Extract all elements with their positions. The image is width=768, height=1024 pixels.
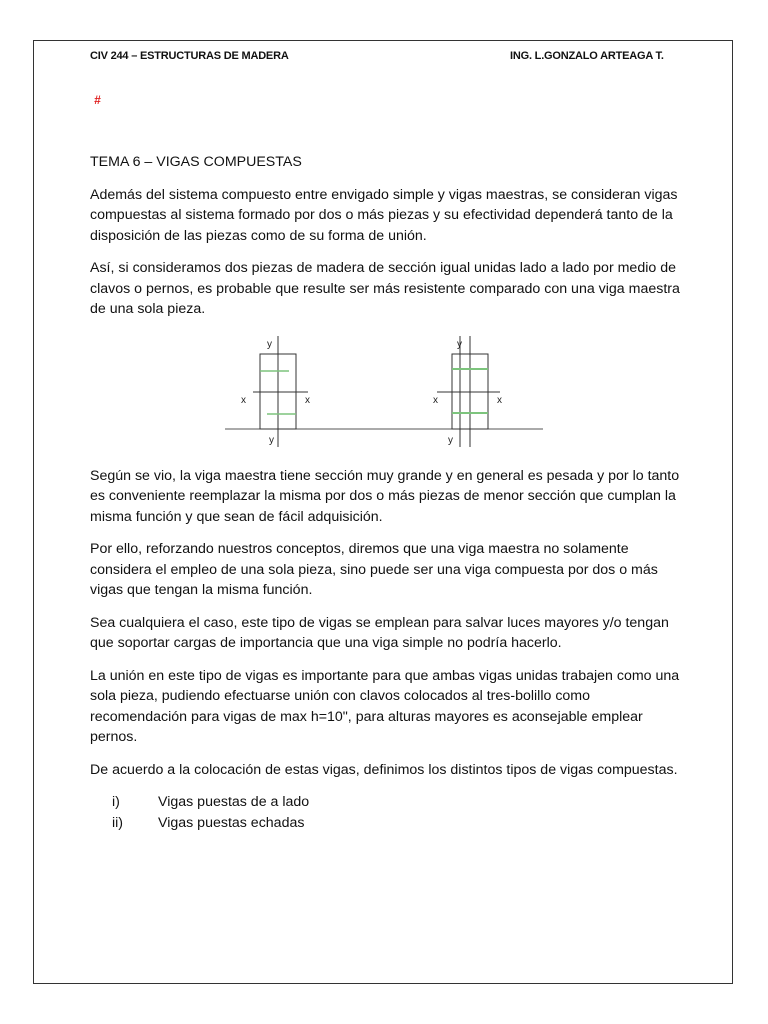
paragraph-5: Sea cualquiera el caso, este tipo de vigas se emplean para salvar luces mayores y/o tengan que soportar cargas de importancia que una viga simple no podría hacerlo. [90,614,669,651]
paragraph-2: Así, si consideramos dos piezas de madera de sección igual unidas lado a lado por medio de clavos o pernos, es probable que resulte ser más resistente comparado con una viga maestra de una sola pieza. [90,260,680,317]
list-item-text: Vigas puestas de a lado [158,794,310,810]
list-item [90,813,690,834]
paragraph-1: Además del sistema compuesto entre envigado simple y vigas maestras, se consideran vigas compuestas al sistema formado por dos o más piezas y su efectividad dependerá tanto de la disposición de las piezas como de su forma de unión. [90,186,678,244]
beam-sections-figure [90,332,690,452]
left-x-right-label: x [305,394,310,406]
hash-mark: # [94,93,101,107]
right-x-left-label: x [433,394,438,406]
right-y-bottom-label: y [448,434,453,446]
paragraph-7: De acuerdo a la colocación de estas vigas, definimos los distintos tipos de vigas compuestas. [90,761,678,778]
paragraph-3: Según se vio, la viga maestra tiene sección muy grande y en general es pesada y por lo tanto es conveniente reemplazar la misma por dos o más piezas de menor sección que cumplan la misma función y que sean de fácil adquisición. [90,467,680,525]
left-y-bottom-label: y [269,434,274,446]
paragraph-4: Por ello, reforzando nuestros conceptos, diremos que una viga maestra no solamente considera el empleo de una sola pieza, sino puede ser una viga compuesta por dos o más vigas que tengan la misma función. [90,541,658,598]
right-x-right-label: x [497,394,502,406]
list-item-number: i) [112,794,120,810]
beam-types-list [90,792,690,833]
left-beam-section [241,336,310,447]
right-y-top-label: y [457,338,462,350]
list-item-text: Vigas puestas echadas [158,814,305,831]
right-beam-section [433,336,502,447]
list-item-number: ii) [112,814,124,831]
header-course: CIV 244 – ESTRUCTURAS DE MADERA [90,50,289,62]
left-y-top-label: y [267,338,272,350]
header-author: ING. L.GONZALO ARTEAGA T. [510,50,664,62]
left-x-left-label: x [241,394,246,406]
document-body [90,152,690,833]
section-title: TEMA 6 – VIGAS COMPUESTAS [90,154,302,170]
beam-sections-diagram [90,332,690,452]
list-item [90,792,690,813]
paragraph-6: La unión en este tipo de vigas es importante para que ambas vigas unidas trabajen como una sola pieza, pudiendo efectuarse unión con clavos colocados al tres-bolillo como recomendación para vigas de max h=10", para alturas mayores es aconsejable emplear pernos. [90,667,680,745]
